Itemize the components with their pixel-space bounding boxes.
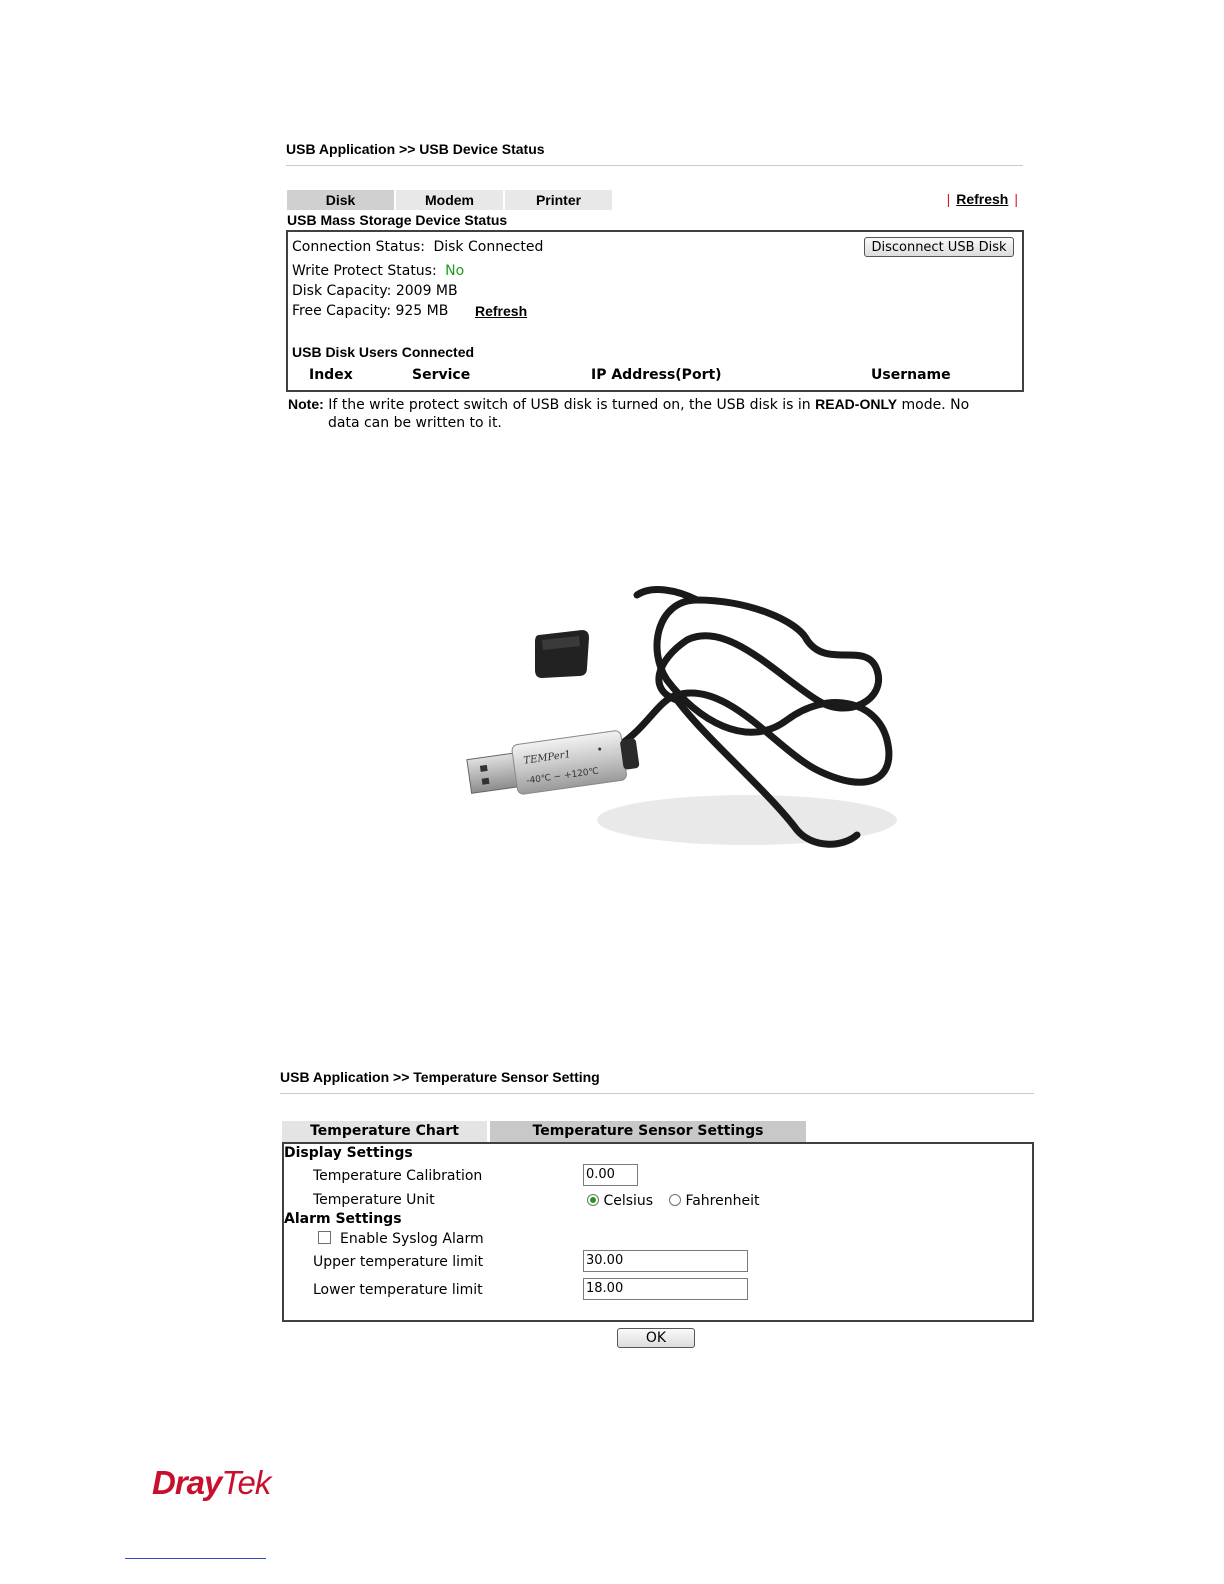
tab-printer[interactable]: Printer — [505, 190, 612, 210]
separator: | — [1014, 191, 1018, 207]
usb-status-breadcrumb: USB Application >> USB Device Status — [286, 141, 545, 157]
lower-limit-label: Lower temperature limit — [313, 1282, 483, 1298]
col-index: Index — [309, 367, 353, 383]
ok-button[interactable]: OK — [617, 1328, 695, 1348]
note-label: Note: — [288, 396, 324, 412]
display-settings-header: Display Settings — [284, 1145, 413, 1161]
celsius-radio[interactable] — [587, 1194, 599, 1206]
temp-sensor-breadcrumb: USB Application >> Temperature Sensor Setting — [280, 1069, 600, 1085]
col-ip-address: IP Address(Port) — [591, 367, 722, 383]
connection-status-label: Connection Status: — [292, 239, 425, 255]
disk-users-title: USB Disk Users Connected — [292, 344, 475, 360]
usb-temperature-sensor-photo — [447, 580, 917, 870]
footer-line — [125, 1558, 266, 1559]
mass-storage-subtitle: USB Mass Storage Device Status — [287, 212, 508, 228]
divider — [280, 1093, 1034, 1094]
fahrenheit-label: Fahrenheit — [685, 1193, 760, 1209]
usb-device-tabs — [287, 190, 612, 210]
lower-limit-input[interactable]: 18.00 — [583, 1278, 748, 1300]
note-line-2: data can be written to it. — [328, 415, 502, 431]
temperature-unit-label: Temperature Unit — [313, 1192, 435, 1208]
note-text-post: mode. No — [897, 397, 970, 413]
refresh-group — [941, 191, 1024, 207]
sensor-range-text: -40℃ ~ +120℃ — [525, 766, 600, 787]
temperature-calibration-label: Temperature Calibration — [313, 1168, 483, 1184]
connection-status — [292, 239, 543, 255]
note-bold: READ-ONLY — [815, 396, 898, 412]
col-service: Service — [412, 367, 471, 383]
enable-syslog-alarm-label: Enable Syslog Alarm — [340, 1231, 484, 1247]
logo-part-1: Dray — [152, 1464, 222, 1501]
tab-modem[interactable]: Modem — [396, 190, 503, 210]
refresh-link[interactable]: Refresh — [956, 191, 1009, 207]
write-protect-note — [288, 395, 1008, 432]
temperature-calibration-input[interactable]: 0.00 — [583, 1164, 638, 1186]
tab-temperature-sensor-settings[interactable]: Temperature Sensor Settings — [490, 1121, 806, 1142]
celsius-label: Celsius — [603, 1193, 654, 1209]
unit-fahrenheit-option[interactable] — [669, 1193, 759, 1209]
write-protect-value: No — [445, 263, 465, 279]
col-username: Username — [871, 367, 951, 383]
sensor-brand-text: TEMPer1 — [522, 749, 572, 767]
connection-status-value: Disk Connected — [433, 239, 544, 255]
capacity-refresh-link[interactable]: Refresh — [475, 303, 528, 319]
disk-capacity: Disk Capacity: 2009 MB — [292, 283, 458, 299]
divider — [286, 165, 1023, 166]
write-protect-label: Write Protect Status: — [292, 263, 437, 279]
alarm-settings-header: Alarm Settings — [284, 1211, 402, 1227]
fahrenheit-radio[interactable] — [669, 1194, 681, 1206]
logo-part-2: Tek — [221, 1464, 271, 1501]
note-text-pre: If the write protect switch of USB disk is turned on, the USB disk is in — [328, 397, 816, 413]
draytek-logo — [152, 1464, 270, 1502]
write-protect-status — [292, 263, 464, 279]
unit-celsius-option[interactable] — [587, 1193, 653, 1209]
enable-syslog-alarm-checkbox[interactable] — [318, 1231, 331, 1244]
disconnect-usb-disk-button[interactable]: Disconnect USB Disk — [864, 237, 1014, 257]
separator: | — [946, 191, 951, 207]
free-capacity: Free Capacity: 925 MB — [292, 303, 449, 319]
upper-limit-input[interactable]: 30.00 — [583, 1250, 748, 1272]
temp-sensor-tabs — [282, 1121, 806, 1142]
upper-limit-label: Upper temperature limit — [313, 1254, 484, 1270]
tab-temperature-chart[interactable]: Temperature Chart — [282, 1121, 487, 1142]
tab-disk[interactable]: Disk — [287, 190, 394, 210]
